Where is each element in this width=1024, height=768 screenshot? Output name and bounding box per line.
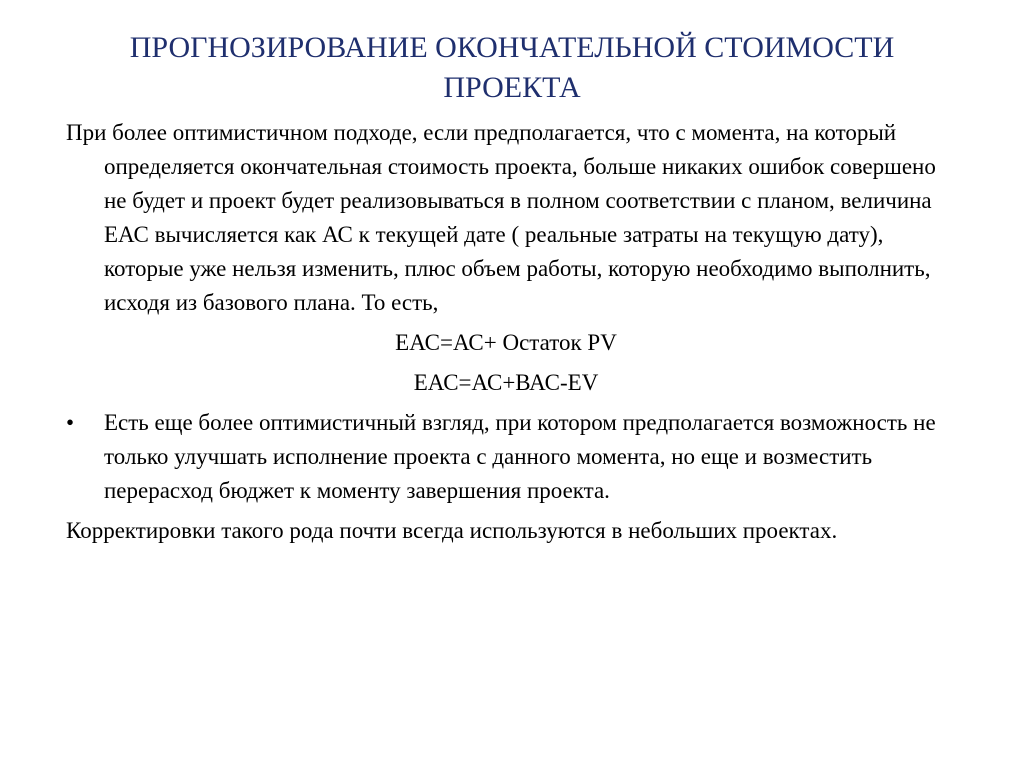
paragraph-small-projects: Корректировки такого рода почти всегда используются в небольших проектах. — [66, 518, 838, 543]
slide-body — [66, 116, 946, 548]
bullet-item — [66, 406, 946, 508]
formula-eac-remaining-pv: ЕАС=АС+ Остаток PV — [395, 330, 617, 355]
bullet-icon: • — [66, 410, 75, 435]
formula-eac-bac-ev: ЕАС=АС+ВАС-ЕV — [413, 370, 599, 395]
paragraph-optimistic-approach: При более оптимистичном подходе, если предполагается, что с момента, на который определяется окончательная стоимость проекта, больше никаких ошибок совершено не будет и проект будет реализовываться в полном соответствии с планом, величина ЕАС вычисляется как АС к текущей дате ( реальные затраты на текущую дату), которые уже нельзя изменить, плюс объем работы, которую необходимо выполнить, исходя из базового плана. То есть, — [66, 120, 936, 315]
slide-title: ПРОГНОЗИРОВАНИЕ ОКОНЧАТЕЛЬНОЙ СТОИМОСТИ ПРОЕКТА — [129, 31, 895, 104]
bullet-text: Есть еще более оптимистичный взгляд, при котором предполагается возможность не только улучшать исполнение проекта с данного момента, но еще и возместить перерасход бюджет к моменту завершения проекта. — [104, 410, 936, 503]
